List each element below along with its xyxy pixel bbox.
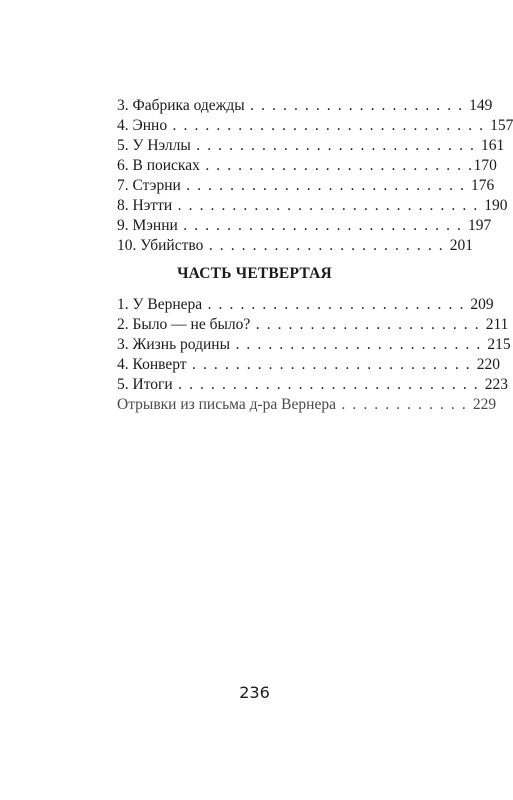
toc-leader-dots: . . . . . . . . . . . . . . . . . . . .	[244, 97, 470, 114]
toc-leader-dots: . . . . . . . . . . . . . . . . . . . . . . . . . . . . .	[167, 117, 491, 134]
toc-entry-page: 197	[468, 217, 492, 234]
toc-entry	[117, 216, 492, 236]
toc-leader-dots: . . . . . . . . . . . . . . . . . . . . . . . . . . . .	[172, 376, 485, 393]
toc-leader-dots: . . . . . . . . . . . . . . . . . . . . . . . . .	[199, 157, 474, 174]
toc-entry-title: 2. Было — не было?	[117, 316, 251, 333]
toc-entry	[117, 295, 494, 315]
toc-entry-page: 215	[487, 336, 511, 353]
toc-part-four-list	[117, 295, 511, 415]
toc-leader-dots: . . . . . . . . . . . . . . . . . . . . . . . . . .	[186, 356, 477, 373]
toc-entry	[117, 176, 495, 196]
toc-entry-page: 229	[472, 396, 497, 413]
toc-entry-page: 220	[476, 356, 500, 373]
toc-entry-title: Отрывки из письма д-ра Вернера	[117, 396, 336, 413]
toc-leader-dots: . . . . . . . . . . . . . . . . . . . . . . . . . .	[180, 177, 471, 194]
toc-entry-page: 209	[470, 296, 494, 313]
toc-entry-page: 157	[490, 117, 513, 134]
toc-leader-dots: . . . . . . . . . . . . . . . . . . . . . . .	[230, 336, 488, 353]
toc-entry-page: 149	[469, 97, 493, 114]
toc-part-three-list	[117, 96, 513, 256]
toc-leader-dots: . . . . . . . . . . . . . . . . . . . . .	[250, 316, 486, 333]
part-four-heading: ЧАСТЬ ЧЕТВЕРТАЯ	[177, 265, 332, 282]
toc-entry	[117, 335, 511, 355]
toc-entry-title: 9. Мэнни	[117, 217, 178, 234]
toc-leader-dots: . . . . . . . . . . . . . . . . . . . . . . . . . . . .	[172, 197, 485, 214]
toc-entry-page: 211	[485, 316, 509, 333]
toc-entry	[117, 96, 493, 116]
toc-entry-title: 8. Нэтти	[117, 197, 173, 214]
toc-leader-dots: . . . . . . . . . . . . . . . . . . . . . . . . . .	[177, 217, 469, 234]
toc-leader-dots: . . . . . . . . . . . . . . . . . . . . . .	[203, 237, 450, 254]
toc-entry-title: 6. В поисках	[117, 157, 200, 174]
toc-entry-title: 1. У Вернера	[117, 296, 203, 313]
toc-entry-title: 10. Убийство	[117, 237, 204, 254]
toc-entry-appendix	[117, 395, 497, 415]
toc-entry	[117, 156, 497, 176]
toc-entry-page: 223	[484, 376, 508, 393]
toc-leader-dots: . . . . . . . . . . . . . . . . . . . . . . . .	[202, 296, 471, 313]
toc-entry-page: 170	[473, 157, 497, 174]
toc-entry-title: 4. Конверт	[117, 356, 187, 373]
toc-entry-page: 190	[484, 197, 508, 214]
toc-leader-dots: . . . . . . . . . . . . . . . . . . . . . . . . . .	[190, 137, 481, 154]
toc-entry-title: 7. Стэрни	[117, 177, 181, 194]
toc-entry-title: 3. Жизнь родины	[117, 336, 230, 353]
toc-entry	[117, 116, 513, 136]
toc-entry	[117, 315, 509, 335]
toc-entry-title: 4. Энно	[117, 117, 168, 134]
toc-entry	[117, 375, 508, 395]
toc-entry-page: 176	[470, 177, 495, 194]
toc-entry-page: 161	[481, 137, 505, 154]
toc-leader-dots: . . . . . . . . . . . .	[335, 396, 473, 413]
toc-entry	[117, 196, 508, 216]
toc-entry	[117, 355, 500, 375]
toc-entry	[117, 236, 473, 256]
toc-entry-page: 201	[449, 237, 473, 254]
page-number: 236	[239, 683, 270, 702]
toc-entry-title: 5. Итоги	[117, 376, 173, 393]
toc-entry-title: 5. У Нэллы	[117, 137, 191, 154]
toc-entry-title: 3. Фабрика одежды	[117, 97, 245, 114]
toc-entry	[117, 136, 505, 156]
